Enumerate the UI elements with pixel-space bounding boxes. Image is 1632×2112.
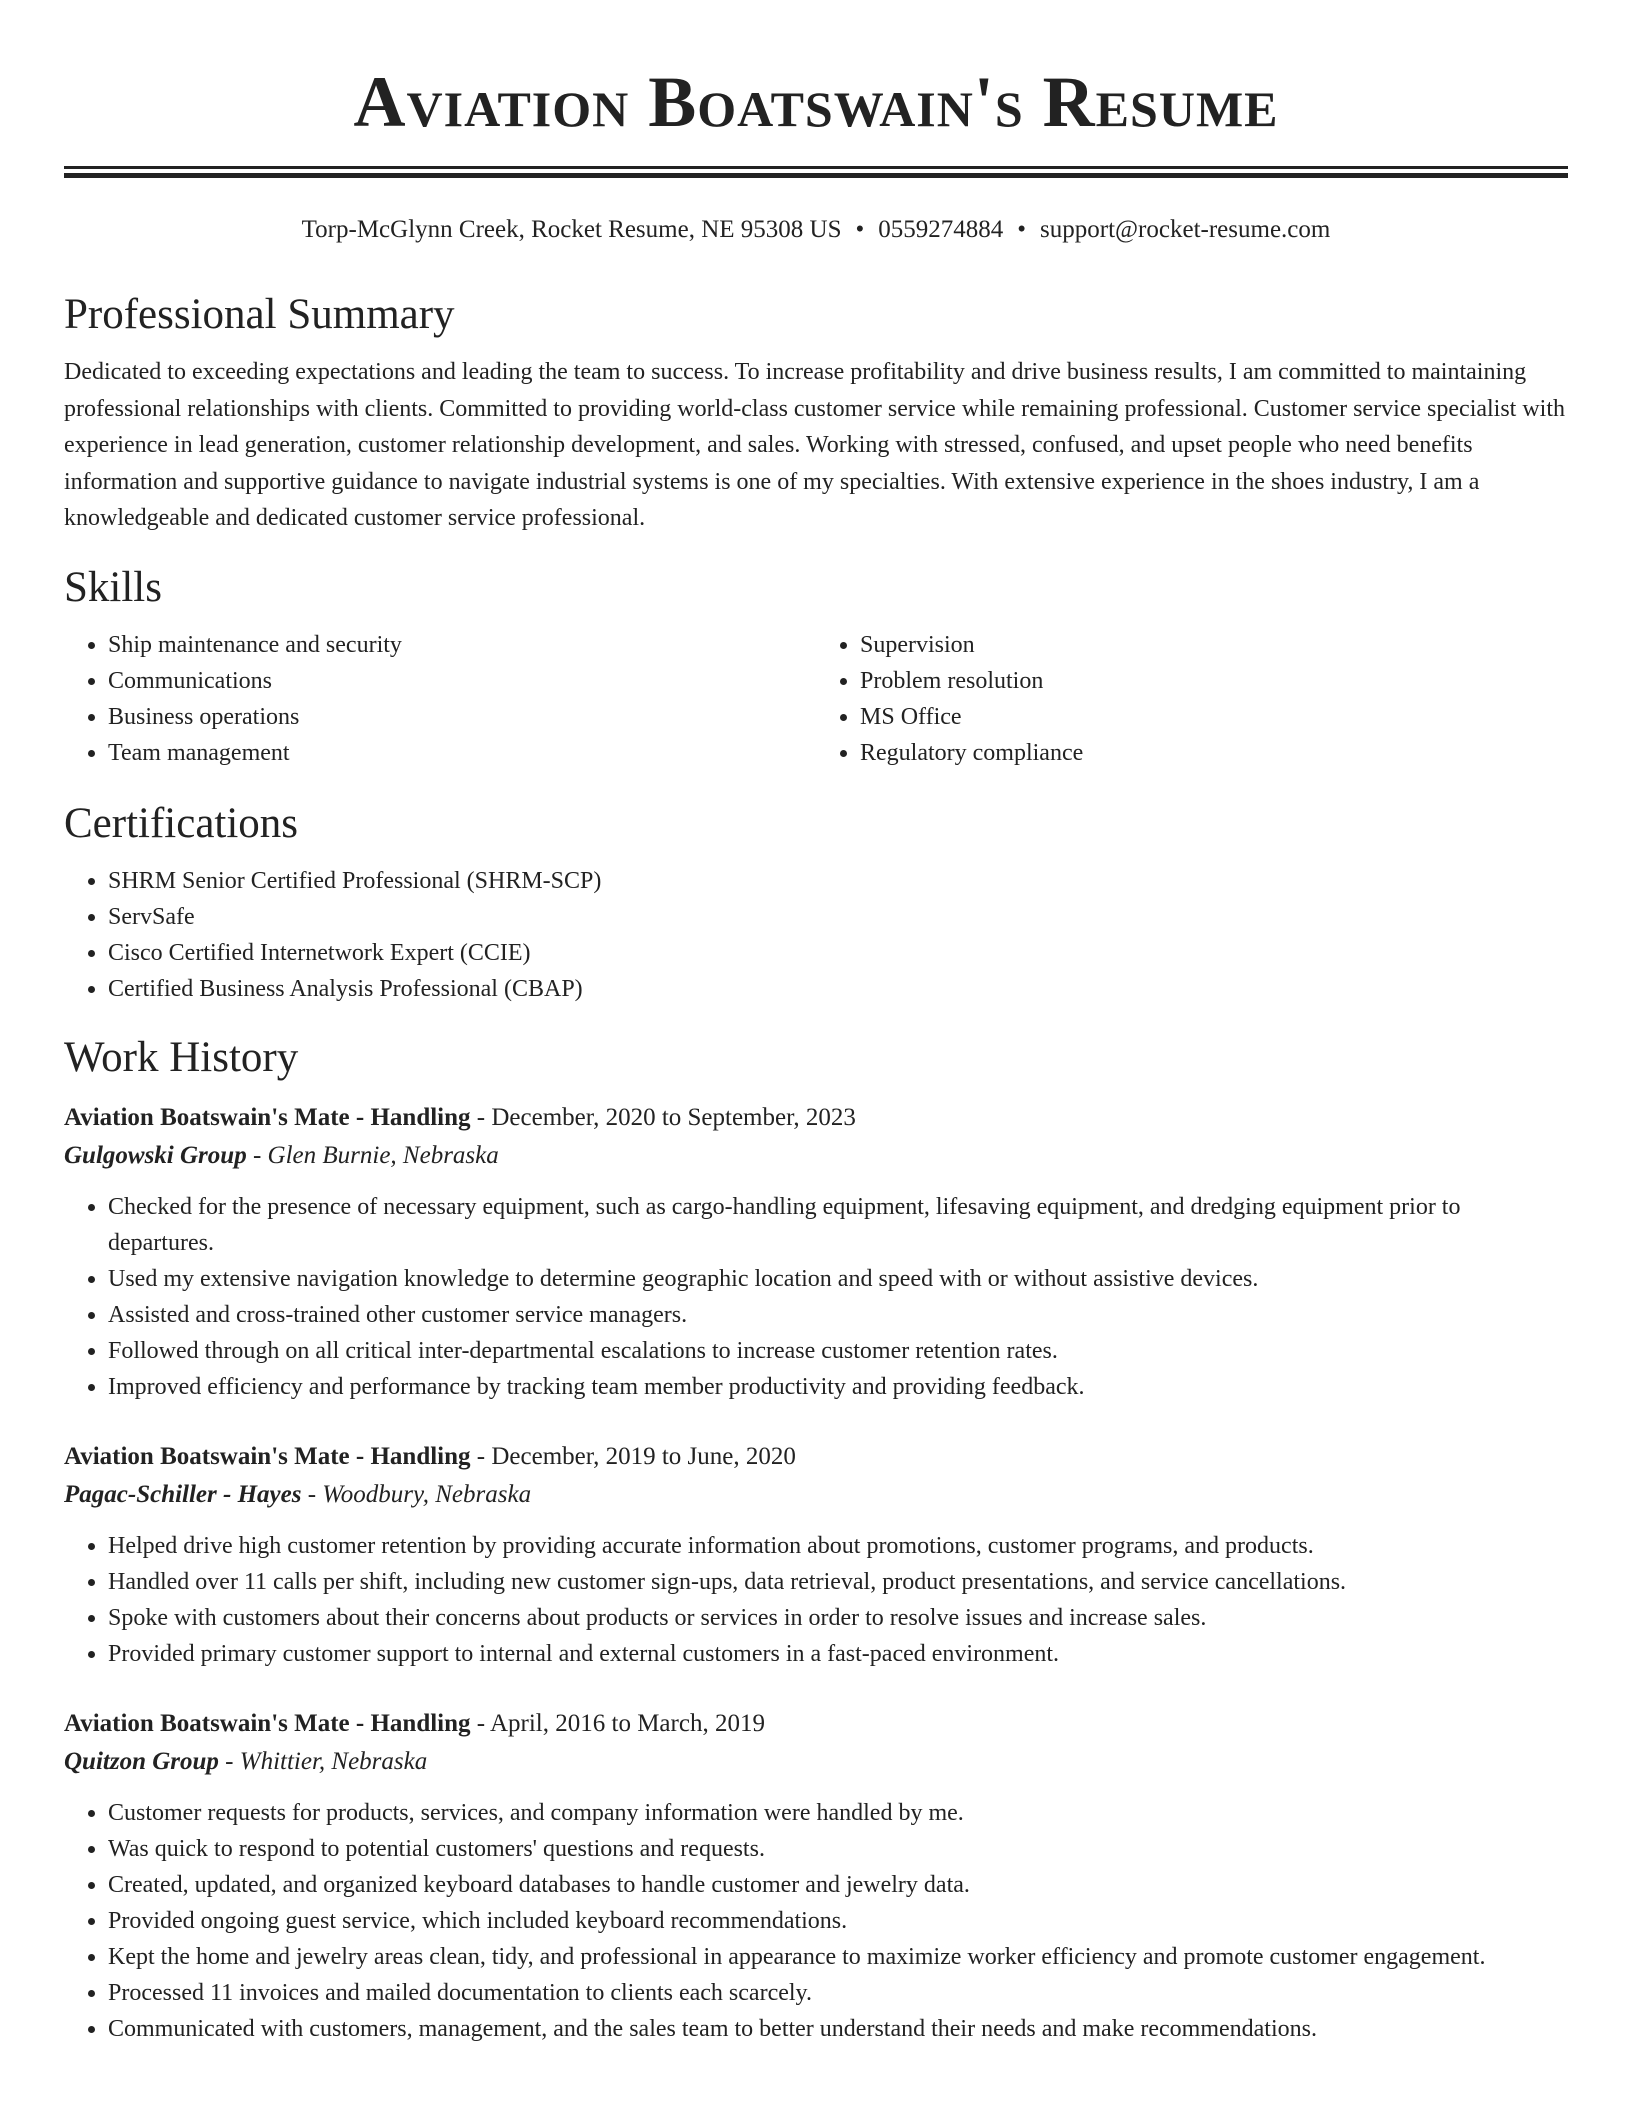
summary-paragraph: Dedicated to exceeding expectations and leading the team to success. To increase profitability and drive business results, I am committed to maintaining professional relationships with clients. Committed to providing world-class customer service while remaining professional. Customer service specialist with experience in lead generation, customer relationship development, and sales. Working with stressed, confused, and upset people who need benefits information and supportive guidance to navigate industrial systems is one of my specialties. With extensive experience in the shoes industry, I am a knowledgeable and dedicated customer service professional.	[64, 359, 1566, 531]
skills-list-right	[816, 627, 1568, 771]
certification-item: • Cisco Certified Internetwork Expert (CCIE)	[108, 935, 1568, 971]
skill-item: • Problem resolution	[860, 663, 1568, 699]
job-company: Gulgowski Group	[64, 1141, 247, 1169]
section-heading-certifications: Certifications	[64, 799, 299, 847]
job-bullets	[64, 1189, 1568, 1405]
job-title-line	[64, 1099, 1568, 1137]
section-heading-summary: Professional Summary	[64, 291, 455, 338]
job-dates: - December, 2020 to September, 2023	[470, 1103, 856, 1131]
job-bullet: • Used my extensive navigation knowledge to determine geographic location and speed with or without assistive devices.	[108, 1261, 1568, 1297]
job-role: Aviation Boatswain's Mate - Handling	[64, 1442, 471, 1470]
certification-item: • SHRM Senior Certified Professional (SHRM-SCP)	[108, 863, 1568, 899]
bullet-separator: •	[1017, 216, 1027, 243]
certifications-list	[64, 863, 1568, 1007]
certification-item: • Certified Business Analysis Professional (CBAP)	[108, 971, 1568, 1007]
skill-item: • Ship maintenance and security	[108, 627, 816, 663]
job-bullet: • Was quick to respond to potential customers' questions and requests.	[108, 1831, 1568, 1867]
skills-list-left	[64, 627, 816, 771]
job-bullets	[64, 1528, 1568, 1672]
job-bullet: • Processed 11 invoices and mailed documentation to clients each scarcely.	[108, 1975, 1568, 2011]
skill-item: • Communications	[108, 663, 816, 699]
contact-phone[interactable]: 0559274884	[878, 216, 1004, 243]
job-bullet: • Created, updated, and organized keyboard databases to handle customer and jewelry data.	[108, 1867, 1568, 1903]
job-company: Quitzon Group	[64, 1747, 219, 1775]
job-dates: - April, 2016 to March, 2019	[470, 1709, 765, 1737]
contact-address: Torp-McGlynn Creek, Rocket Resume, NE 95308 US	[301, 216, 842, 243]
job-dates: - December, 2019 to June, 2020	[470, 1442, 796, 1470]
job-location: - Woodbury, Nebraska	[301, 1480, 532, 1508]
job-bullet: • Handled over 11 calls per shift, including new customer sign-ups, data retrieval, product presentations, and service cancellations.	[108, 1564, 1568, 1600]
resume-title: Aviation Boatswain's Resume	[353, 62, 1279, 142]
job-company-line	[64, 1476, 1568, 1514]
job-title-line	[64, 1438, 1568, 1476]
job-bullet: • Communicated with customers, management, and the sales team to better understand their needs and make recommendations.	[108, 2011, 1568, 2047]
job-entry	[64, 1438, 1568, 1672]
certification-item: • ServSafe	[108, 899, 1568, 935]
section-heading-work-history: Work History	[64, 1033, 299, 1081]
job-company-line	[64, 1743, 1568, 1781]
job-bullet: • Checked for the presence of necessary equipment, such as cargo-handling equipment, lifesaving equipment, and dredging equipment prior to departures.	[108, 1189, 1568, 1261]
job-bullet: • Provided ongoing guest service, which included keyboard recommendations.	[108, 1903, 1568, 1939]
job-bullet: • Helped drive high customer retention by providing accurate information about promotions, customer programs, and products.	[108, 1528, 1568, 1564]
job-bullet: • Followed through on all critical inter-departmental escalations to increase customer retention rates.	[108, 1333, 1568, 1369]
section-heading-skills: Skills	[64, 563, 162, 611]
job-entry	[64, 1099, 1568, 1405]
job-title-line	[64, 1705, 1568, 1743]
skills-columns	[64, 627, 1568, 771]
skill-item: • Business operations	[108, 699, 816, 735]
job-location: - Whittier, Nebraska	[218, 1747, 428, 1775]
job-role: Aviation Boatswain's Mate - Handling	[64, 1103, 471, 1131]
job-bullets	[64, 1795, 1568, 2047]
job-bullet: • Improved efficiency and performance by tracking team member productivity and providing feedback.	[108, 1369, 1568, 1405]
contact-email[interactable]: support@rocket-resume.com	[1040, 216, 1331, 243]
skill-item: • Team management	[108, 735, 816, 771]
skill-item: • MS Office	[860, 699, 1568, 735]
contact-line	[64, 214, 1568, 246]
job-bullet: • Customer requests for products, services, and company information were handled by me.	[108, 1795, 1568, 1831]
job-entry	[64, 1705, 1568, 2047]
skill-item: • Supervision	[860, 627, 1568, 663]
job-company: Pagac-Schiller - Hayes	[64, 1480, 302, 1508]
job-location: - Glen Burnie, Nebraska	[246, 1141, 499, 1169]
title-double-rule	[64, 166, 1568, 178]
job-role: Aviation Boatswain's Mate - Handling	[64, 1709, 471, 1737]
job-bullet: • Kept the home and jewelry areas clean, tidy, and professional in appearance to maximize worker efficiency and promote customer engagement.	[108, 1939, 1568, 1975]
skill-item: • Regulatory compliance	[860, 735, 1568, 771]
job-company-line	[64, 1137, 1568, 1175]
job-bullet: • Spoke with customers about their concerns about products or services in order to resolve issues and increase sales.	[108, 1600, 1568, 1636]
job-bullet: • Provided primary customer support to internal and external customers in a fast-paced environment.	[108, 1636, 1568, 1672]
job-bullet: • Assisted and cross-trained other customer service managers.	[108, 1297, 1568, 1333]
bullet-separator: •	[855, 216, 865, 243]
